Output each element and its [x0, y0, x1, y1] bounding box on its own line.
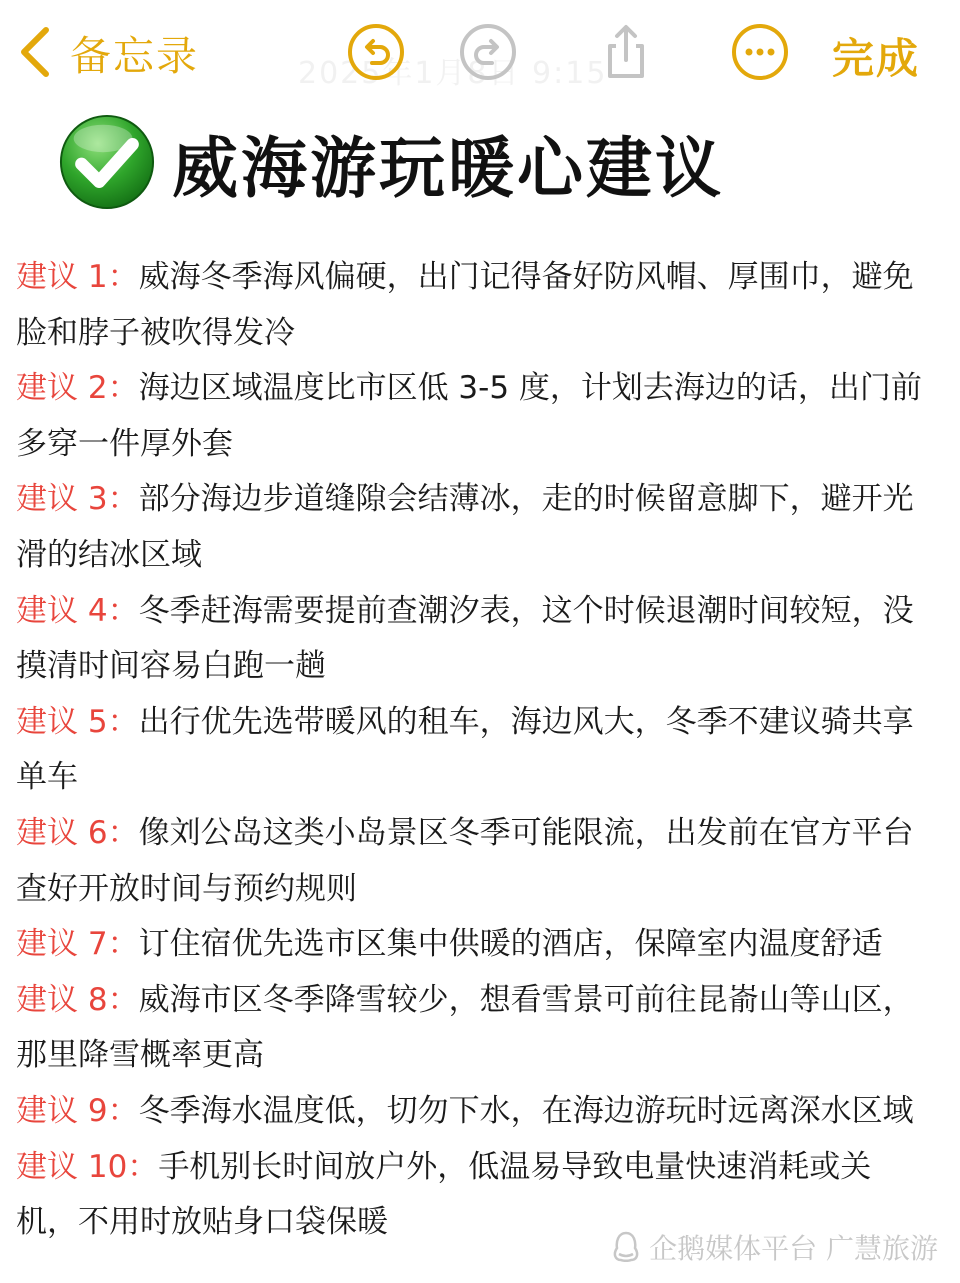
list-item: [16, 806, 926, 917]
more-icon: [730, 22, 790, 82]
share-icon: [596, 22, 656, 82]
tip-label: 建议 4：: [16, 592, 139, 629]
more-button[interactable]: [730, 22, 790, 82]
tip-text: 冬季赶海需要提前查潮汐表，这个时候退潮时间较短，没摸清时间容易白跑一趟: [16, 592, 914, 685]
tip-text: 手机别长时间放户外，低温易导致电量快速消耗或关机，不用时放贴身口袋保暖: [16, 1148, 872, 1241]
tip-label: 建议 7：: [16, 926, 139, 963]
tip-label: 建议 5：: [16, 703, 139, 740]
faded-date: 2025年1月8日 9:15: [298, 56, 608, 91]
watermark: [609, 1227, 938, 1267]
penguin-logo-icon: [609, 1230, 643, 1264]
tip-text: 部分海边步道缝隙会结薄冰，走的时候留意脚下，避开光滑的结冰区域: [16, 481, 914, 573]
done-button[interactable]: 完成: [831, 34, 920, 83]
tip-label: 建议 9：: [16, 1092, 139, 1129]
undo-icon: [346, 22, 406, 82]
tip-text: 冬季海水温度低，切勿下水，在海边游玩时远离深水区域: [138, 1092, 914, 1129]
list-item: [16, 973, 926, 1084]
watermark-text: 企鹅媒体平台 广慧旅游: [649, 1232, 938, 1265]
tip-text: 海边区域温度比市区低 3-5 度，计划去海边的话，出门前多穿一件厚外套: [16, 370, 922, 462]
tip-label: 建议 8：: [16, 981, 139, 1018]
undo-button[interactable]: [346, 22, 406, 82]
redo-icon: [458, 22, 518, 82]
tips-list: [16, 250, 926, 1251]
chevron-left-icon: [16, 24, 56, 80]
list-item: [16, 695, 926, 806]
note-title: 威海游玩暖心建议: [172, 129, 724, 207]
note-title-row: [58, 112, 724, 212]
list-item: [16, 584, 926, 695]
nav-bar: [0, 0, 960, 110]
tip-label: 建议 3：: [16, 481, 139, 518]
list-item: [16, 1084, 926, 1140]
share-button[interactable]: [596, 22, 656, 82]
list-item: [16, 917, 926, 973]
back-label: 备忘录: [70, 31, 199, 80]
redo-button[interactable]: [458, 22, 518, 82]
tip-label: 建议 6：: [16, 814, 139, 851]
tip-text: 威海市区冬季降雪较少，想看雪景可前往昆嵛山等山区，那里降雪概率更高: [16, 981, 914, 1074]
tip-text: 威海冬季海风偏硬，出门记得备好防风帽、厚围巾，避免脸和脖子被吹得发冷: [16, 259, 914, 351]
tip-text: 出行优先选带暖风的租车，海边风大，冬季不建议骑共享单车: [16, 703, 914, 796]
list-item: [16, 361, 926, 472]
tip-label: 建议 2：: [16, 370, 139, 407]
tip-label: 建议 1：: [16, 259, 139, 295]
tip-text: 订住宿优先选市区集中供暖的酒店，保障室内温度舒适: [138, 926, 883, 963]
tip-text: 像刘公岛这类小岛景区冬季可能限流，出发前在官方平台查好开放时间与预约规则: [16, 814, 914, 907]
tip-label: 建议 10：: [16, 1148, 159, 1185]
green-check-icon: [58, 113, 156, 211]
back-button[interactable]: [16, 22, 199, 82]
list-item: [16, 472, 926, 583]
list-item: [16, 250, 926, 361]
